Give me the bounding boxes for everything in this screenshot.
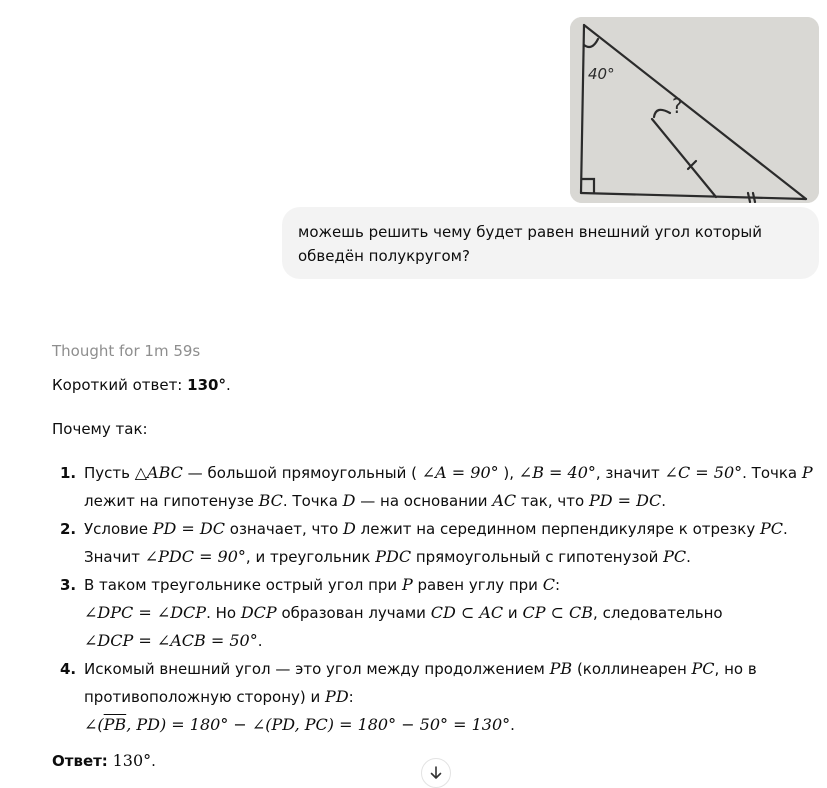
- math: ∠B = 40°: [518, 463, 596, 482]
- step-number: 2.: [60, 520, 77, 538]
- math: P: [401, 575, 413, 594]
- math: ∠A = 90°: [421, 463, 499, 482]
- user-message-bubble: [282, 207, 819, 279]
- text: .: [686, 548, 691, 566]
- math: PD: [325, 687, 349, 706]
- math: AC: [492, 491, 517, 510]
- math: DCP: [240, 603, 277, 622]
- math: PC: [663, 547, 687, 566]
- angle-40-label: 40°: [588, 65, 615, 83]
- step-3: [52, 571, 827, 655]
- text: .: [257, 632, 263, 650]
- text: , следовательно: [593, 604, 723, 622]
- math: , PD) = 180° − ∠(PD, PC) = 180° − 50° = 130°: [126, 715, 511, 734]
- short-answer-value: 130°: [187, 376, 226, 394]
- text: :: [348, 688, 354, 706]
- text: , и треугольник: [245, 548, 376, 566]
- step-number: 3.: [60, 576, 77, 594]
- text: — на основании: [355, 492, 493, 510]
- text: означает, что: [225, 520, 344, 538]
- math-overlined: $\overline{PB}$: [103, 715, 127, 734]
- math: D: [343, 519, 356, 538]
- text: Искомый внешний угол — это угол между продолжением: [84, 660, 550, 678]
- math: D: [342, 491, 356, 510]
- text: равен углу при: [412, 576, 543, 594]
- question-mark-label: ?: [672, 94, 683, 118]
- text: В таком треугольнике острый угол при: [84, 576, 402, 594]
- math: PB: [549, 659, 573, 678]
- step-4: [52, 655, 827, 739]
- final-answer-label: Ответ:: [52, 752, 108, 770]
- text: ),: [498, 464, 519, 482]
- step-2: [52, 515, 827, 571]
- math: ∠C = 50°: [664, 463, 743, 482]
- math: PD = DC: [152, 519, 225, 538]
- math: ∠(: [84, 715, 104, 734]
- short-answer: Короткий ответ: 130°.: [52, 376, 231, 394]
- text: лежит на гипотенузе: [84, 492, 259, 510]
- text: прямоугольный с гипотенузой: [411, 548, 664, 566]
- arrow-down-icon: [429, 766, 443, 780]
- why-label: Почему так:: [52, 420, 148, 438]
- text: Условие: [84, 520, 153, 538]
- solution-steps: [52, 459, 827, 739]
- text: Пусть: [84, 464, 135, 482]
- text: так, что: [516, 492, 589, 510]
- step-1: [52, 459, 827, 515]
- scroll-down-button[interactable]: [421, 758, 451, 788]
- triangle-drawing: [570, 17, 819, 203]
- math: PC: [759, 519, 783, 538]
- text: (коллинеарен: [572, 660, 692, 678]
- text: и: [503, 604, 523, 622]
- text: .: [661, 492, 666, 510]
- math: PD = DC: [588, 491, 662, 510]
- math: C: [542, 575, 555, 594]
- text: . Значит: [84, 520, 788, 566]
- math: CD ⊂ AC: [430, 603, 504, 622]
- text: образован лучами: [276, 604, 431, 622]
- text: лежит на серединном перпендикуляре к отрезку: [355, 520, 760, 538]
- text: :: [554, 576, 560, 594]
- text: . Точка: [742, 464, 802, 482]
- math: BC: [258, 491, 283, 510]
- math: △ABC: [134, 463, 183, 482]
- math: ∠PDC = 90°: [144, 547, 246, 566]
- step-number: 4.: [60, 660, 77, 678]
- math: P: [801, 463, 813, 482]
- math: PC: [691, 659, 715, 678]
- text: , но в противоположную сторону) и: [84, 660, 757, 706]
- math: ∠DCP = ∠ACB = 50°: [84, 631, 258, 650]
- attached-image[interactable]: [570, 17, 819, 203]
- text: , значит: [595, 464, 665, 482]
- thought-duration[interactable]: Thought for 1m 59s: [52, 342, 201, 360]
- math: ∠DPC = ∠DCP: [84, 603, 207, 622]
- text: . Но: [206, 604, 241, 622]
- math: PDC: [375, 547, 412, 566]
- step-number: 1.: [60, 464, 77, 482]
- final-answer-end: .: [151, 752, 156, 770]
- final-answer-value: 130°: [112, 751, 152, 770]
- text: .: [510, 716, 515, 734]
- short-answer-label: Короткий ответ:: [52, 376, 183, 394]
- user-message-text: можешь решить чему будет равен внешний угол который обведён полукругом?: [298, 223, 763, 265]
- math: CP ⊂ CB: [522, 603, 594, 622]
- text: — большой прямоугольный (: [182, 464, 422, 482]
- final-answer: [52, 751, 156, 770]
- text: . Точка: [282, 492, 343, 510]
